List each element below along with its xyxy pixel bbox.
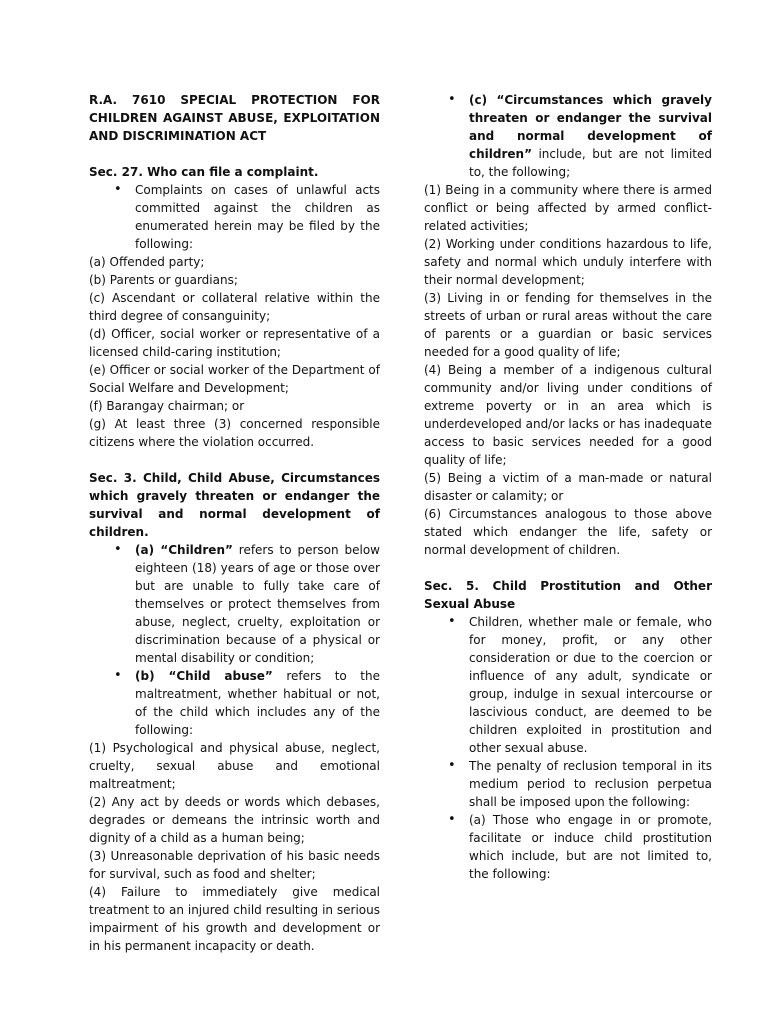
- sec3-heading: Sec. 3. Child, Child Abuse, Circumstances which gravely threaten or endanger the survival and normal development of children.: [89, 471, 380, 539]
- sec5-heading: Sec. 5. Child Prostitution and Other Sexual Abuse: [424, 579, 712, 611]
- document-title: R.A. 7610 SPECIAL PROTECTION FOR CHILDREN AGAINST ABUSE, EXPLOITATION AND DISCRIMINATION ACT: [89, 93, 380, 143]
- sec5-bullet: • Children, whether male or female, who for money, profit, or any other consideration or due to the coercion or influence of any adult, syndicate or group, indulge in sexual intercourse or lascivious conduct, are deemed to be children exploited in prostitution and other sexual abuse.: [469, 613, 712, 757]
- list-item: (2) Working under conditions hazardous to life, safety and normal which unduly interfere with their normal development;: [424, 237, 712, 287]
- list-item: (b) Parents or guardians;: [89, 273, 238, 287]
- sec5-bullet: • The penalty of reclusion temporal in its medium period to reclusion perpetua shall be imposed upon the following:: [469, 757, 712, 811]
- sec5-bullets: [424, 613, 712, 883]
- sec27-bullet: • Complaints on cases of unlawful acts committed against the children as enumerated herein may be filed by the following:: [135, 181, 380, 253]
- list-item: (g) At least three (3) concerned responsible citizens where the violation occurred.: [89, 417, 380, 449]
- list-item: (e) Officer or social worker of the Department of Social Welfare and Development;: [89, 363, 380, 395]
- list-item: (4) Failure to immediately give medical treatment to an injured child resulting in serious impairment of his growth and development or in his permanent incapacity or death.: [89, 885, 380, 953]
- list-item: (a) Offended party;: [89, 255, 205, 269]
- list-item: (d) Officer, social worker or representative of a licensed child-caring institution;: [89, 327, 380, 359]
- sec3-bullets: [89, 541, 380, 739]
- list-item: (4) Being a member of a indigenous cultural community and/or living under conditions of extreme poverty or in an area which is underdeveloped and/or lacks or has inadequate access to basic services needed for a good quality of life;: [424, 363, 712, 467]
- list-item: (3) Living in or fending for themselves in the streets of urban or rural areas without the care of parents or a guardian or basic services needed for a good quality of life;: [424, 291, 712, 359]
- definition-children: refers to person below eighteen (18) years of age or those over but are unable to fully take care of themselves or protect themselves from abuse, neglect, cruelty, exploitation or discrimination because of a physical or mental disability or condition;: [135, 543, 380, 665]
- term-child-abuse: (b) “Child abuse”: [135, 669, 273, 683]
- list-item: (1) Being in a community where there is armed conflict or being affected by armed conflict-related activities;: [424, 183, 712, 233]
- definition-circumstances: include, but are not limited to, the following;: [469, 147, 712, 179]
- list-item: (f) Barangay chairman; or: [89, 399, 245, 413]
- right-column: [424, 91, 712, 883]
- list-item: (5) Being a victim of a man-made or natural disaster or calamity; or: [424, 471, 712, 503]
- sec27-heading: Sec. 27. Who can file a complaint.: [89, 165, 319, 179]
- term-circumstances: (c) “Circumstances which gravely threaten or endanger the survival and normal development of children”: [469, 93, 712, 161]
- sec5-bullet: • (a) Those who engage in or promote, facilitate or induce child prostitution which include, but are not limited to, the following:: [469, 811, 712, 883]
- list-item: (1) Psychological and physical abuse, neglect, cruelty, sexual abuse and emotional maltreatment;: [89, 741, 380, 791]
- sec3-bullets-continued: [424, 91, 712, 181]
- left-column: [89, 91, 380, 955]
- term-children: (a) “Children”: [135, 543, 233, 557]
- definition-child-abuse: refers to the maltreatment, whether habitual or not, of the child which includes any of the following:: [135, 669, 380, 737]
- sec3-bullet-b: [135, 667, 380, 739]
- sec27-bullets: [89, 181, 380, 253]
- list-item: (c) Ascendant or collateral relative within the third degree of consanguinity;: [89, 291, 380, 323]
- sec3-bullet-a: [135, 541, 380, 667]
- sec3-bullet-c: [469, 91, 712, 181]
- list-item: (6) Circumstances analogous to those above stated which endanger the life, safety or normal development of children.: [424, 507, 712, 557]
- list-item: (2) Any act by deeds or words which debases, degrades or demeans the intrinsic worth and dignity of a child as a human being;: [89, 795, 380, 845]
- list-item: (3) Unreasonable deprivation of his basic needs for survival, such as food and shelter;: [89, 849, 380, 881]
